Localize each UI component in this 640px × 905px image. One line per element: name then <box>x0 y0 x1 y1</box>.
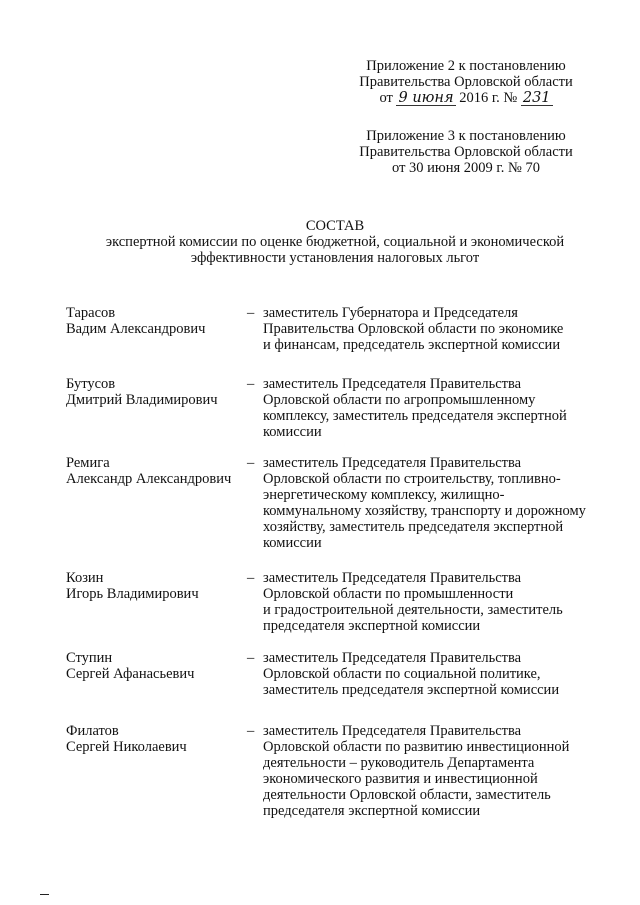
member-name <box>66 650 241 682</box>
handwritten-number: 231 <box>522 90 551 106</box>
member-position-line: заместитель Губернатора и Председателя <box>263 305 518 321</box>
member-position-line: Орловской области по социальной политике, <box>263 666 541 682</box>
member-position-line: комиссии <box>263 424 322 440</box>
member-position-line: председателя экспертной комиссии <box>263 618 481 634</box>
member-position-line: заместитель Председателя Правительства <box>263 650 522 666</box>
title-heading: СОСТАВ <box>305 218 365 234</box>
annex-2-line-2: Правительства Орловской области <box>359 74 573 90</box>
member-dash: – <box>247 650 255 666</box>
member-position-line: Орловской области по промышленности <box>263 586 514 602</box>
member-surname: Тарасов <box>66 305 116 321</box>
annex-2-header <box>336 58 596 106</box>
member-position-line: заместитель Председателя Правительства <box>263 455 522 471</box>
footer-mark <box>40 894 49 895</box>
member-position-line: председателя экспертной комиссии <box>263 803 481 819</box>
member-given-names: Александр Александрович <box>66 471 232 487</box>
member-position-line: комиссии <box>263 535 322 551</box>
member-position-line: заместитель Председателя Правительства <box>263 570 522 586</box>
annex-3-line-2: Правительства Орловской области <box>359 144 573 160</box>
title-line-3: эффективности установления налоговых льгот <box>190 250 480 266</box>
member-name <box>66 455 241 487</box>
annex-3-line-1: Приложение 3 к постановлению <box>366 128 566 144</box>
annex-2-date-line <box>336 90 596 106</box>
member-dash: – <box>247 305 255 321</box>
annex-3-header <box>336 128 596 176</box>
member-position-line: и градостроительной деятельности, заместитель <box>263 602 563 618</box>
member-dash: – <box>247 723 255 739</box>
member-position-line: Орловской области по строительству, топливно- <box>263 471 561 487</box>
member-position-line: Правительства Орловской области по экономике <box>263 321 564 337</box>
annex-2-from-prefix: от <box>379 90 393 106</box>
member-name <box>66 723 241 755</box>
member-name <box>66 305 241 337</box>
member-position <box>263 376 613 440</box>
member-surname: Ремига <box>66 455 110 471</box>
annex-2-year: 2016 г. № <box>459 90 518 106</box>
member-surname: Филатов <box>66 723 119 739</box>
member-position-line: хозяйству, заместитель председателя экспертной <box>263 519 564 535</box>
member-position-line: заместитель Председателя Правительства <box>263 376 522 392</box>
member-surname: Бутусов <box>66 376 116 392</box>
member-position-line: экономического развития и инвестиционной <box>263 771 538 787</box>
member-given-names: Сергей Афанасьевич <box>66 666 195 682</box>
member-name <box>66 376 241 408</box>
member-dash: – <box>247 376 255 392</box>
member-position <box>263 723 613 819</box>
member-dash: – <box>247 455 255 471</box>
member-dash: – <box>247 570 255 586</box>
member-given-names: Сергей Николаевич <box>66 739 187 755</box>
member-position-line: деятельности Орловской области, заместитель <box>263 787 551 803</box>
member-position-line: Орловской области по агропромышленному <box>263 392 536 408</box>
member-position <box>263 305 613 353</box>
member-position-line: комплексу, заместитель председателя экспертной <box>263 408 567 424</box>
member-position-line: Орловской области по развитию инвестиционной <box>263 739 570 755</box>
member-position <box>263 570 613 634</box>
member-position-line: энергетическому комплексу, жилищно- <box>263 487 505 503</box>
handwritten-date: 9 июня <box>398 90 454 106</box>
annex-3-line-3: от 30 июня 2009 г. № 70 <box>392 160 540 176</box>
document-title <box>60 218 610 266</box>
member-surname: Ступин <box>66 650 113 666</box>
member-given-names: Вадим Александрович <box>66 321 206 337</box>
member-given-names: Дмитрий Владимирович <box>66 392 218 408</box>
member-position-line: заместитель председателя экспертной комиссии <box>263 682 560 698</box>
member-given-names: Игорь Владимирович <box>66 586 199 602</box>
member-name <box>66 570 241 602</box>
member-position-line: и финансам, председатель экспертной комиссии <box>263 337 561 353</box>
member-position <box>263 650 613 698</box>
member-position <box>263 455 613 551</box>
member-position-line: деятельности – руководитель Департамента <box>263 755 535 771</box>
member-position-line: коммунальному хозяйству, транспорту и дорожному <box>263 503 586 519</box>
annex-2-line-1: Приложение 2 к постановлению <box>366 58 566 74</box>
title-line-2: экспертной комиссии по оценке бюджетной, социальной и экономической <box>105 234 565 250</box>
member-position-line: заместитель Председателя Правительства <box>263 723 522 739</box>
member-surname: Козин <box>66 570 104 586</box>
